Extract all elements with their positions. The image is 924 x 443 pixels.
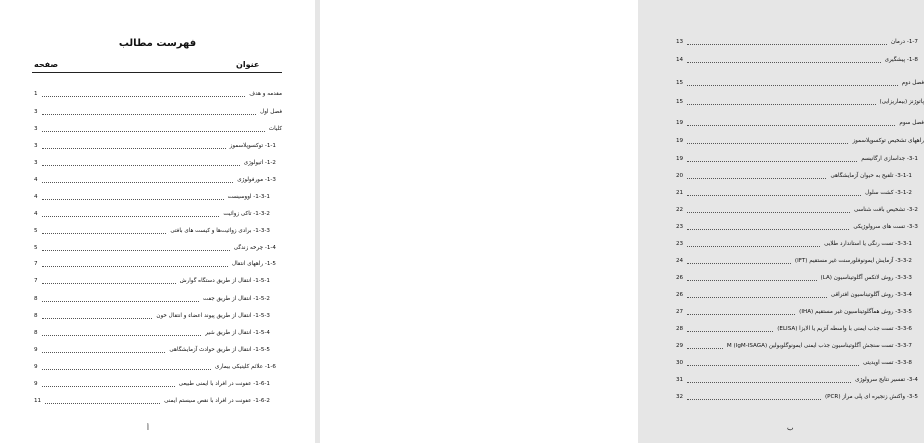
dot-leader <box>687 212 850 213</box>
toc-entry-page: 7 <box>34 261 38 267</box>
toc-entry-title: 1-3-3- برادی زوائیت‌ها و کیست های بافتی <box>170 228 270 234</box>
toc-entry-title: 3-1-1- تلقیح به حیوان آزمایشگاهی <box>830 173 912 179</box>
dot-leader <box>687 229 849 230</box>
toc-entry-title: 3-3-6- تست جذب ایمنی با واسطه آنزیم یا الایزا (ELISA) <box>777 326 912 332</box>
toc-entry <box>676 391 924 403</box>
dot-leader <box>687 178 826 179</box>
toc-entry <box>34 378 282 390</box>
toc-entry-title: 3-1- جداسازی ارگانیسم <box>861 156 918 162</box>
dot-leader <box>42 233 167 234</box>
toc-entry-title: 1-6- علائم کلینیکی بیماری <box>214 364 276 370</box>
toc-entry-title: 3-2- تشخیص بافت شناسی <box>853 207 918 213</box>
toc-entry-page: 8 <box>34 330 38 336</box>
toc-entry-page: 13 <box>676 39 684 45</box>
toc-entry-title: فصل سوم <box>899 120 924 126</box>
toc-entry-title: 1-3-2- تاکی زوائیت <box>223 211 270 217</box>
toc-page-right <box>320 0 924 443</box>
dot-leader <box>42 318 153 319</box>
toc-entry-page: 19 <box>676 156 684 162</box>
toc-entry-title: 1-2- اتیولوژی <box>243 160 276 166</box>
toc-entry <box>34 344 282 356</box>
dot-leader <box>687 399 821 400</box>
dot-leader <box>42 216 220 217</box>
toc-entry <box>34 395 282 407</box>
dot-leader <box>42 335 202 336</box>
toc-entry-page: 31 <box>676 377 684 383</box>
toc-entry-page: 3 <box>34 109 38 115</box>
toc-entry-title: 3-1-2- کشت سلول <box>865 190 912 196</box>
toc-entry-page: 3 <box>34 160 38 166</box>
toc-entry-title: کلیات <box>268 126 282 132</box>
toc-entry-page: 22 <box>676 207 684 213</box>
toc-entry-title: 1-3-1- اووسیست <box>227 194 270 200</box>
toc-entry <box>676 221 924 233</box>
toc-entry-page: 26 <box>676 275 684 281</box>
dot-leader <box>687 331 773 332</box>
dot-leader <box>687 246 820 247</box>
toc-entry-page: 9 <box>34 381 38 387</box>
toc-entry-title: راههای تشخیص توکسوپلاسموز <box>852 138 924 144</box>
toc-entry-page: 5 <box>34 245 38 251</box>
toc-entry <box>34 310 282 322</box>
toc-entry <box>676 306 924 318</box>
toc-entry <box>34 225 282 237</box>
page-number-left: أ <box>147 424 149 432</box>
toc-entry-page: 28 <box>676 326 684 332</box>
dot-leader <box>42 250 230 251</box>
toc-entry-page: 29 <box>676 343 684 349</box>
toc-entry-title: 3-3-3- روش لاتکس آگلوتیناسیون (LA) <box>820 275 912 281</box>
toc-entry <box>676 255 924 267</box>
toc-entry <box>34 275 282 287</box>
toc-entry-page: 3 <box>34 143 38 149</box>
toc-entry-page: 21 <box>676 190 684 196</box>
toc-entry-title: 1-1- توکسوپلاسموز <box>229 143 276 149</box>
dot-leader <box>687 143 848 144</box>
toc-entry-title: 1-3- مورفولوژی <box>237 177 276 183</box>
toc-entry-title: 1-6-2- عفونت در افراد با نقص سیستم ایمنی <box>164 398 270 404</box>
toc-entry-title: 3-3-1- تست رنگی یا استاندارد طلایی <box>824 241 912 247</box>
toc-entry <box>676 204 924 216</box>
toc-entry-page: 32 <box>676 394 684 400</box>
toc-entry-page: 9 <box>34 364 38 370</box>
toc-entry-title: 3-4- تفسیر نتایج سرولوژی <box>855 377 918 383</box>
toc-entry-page: 19 <box>676 138 684 144</box>
dot-leader <box>687 195 861 196</box>
toc-entry <box>676 289 924 301</box>
page-number-right: ب <box>787 424 794 432</box>
toc-entry <box>676 357 924 369</box>
toc-entry <box>676 54 924 66</box>
column-header-page: صفحه <box>34 60 59 69</box>
toc-entry <box>676 340 924 352</box>
dot-leader <box>687 44 887 45</box>
toc-entry <box>34 106 282 118</box>
toc-entry-title: 1-8- پیشگیری <box>884 57 918 63</box>
toc-entry-page: 14 <box>676 57 684 63</box>
toc-entry-title: فصل دوم <box>901 80 924 86</box>
toc-entry-page: 24 <box>676 258 684 264</box>
toc-entry <box>34 242 282 254</box>
toc-entry-title: 1-5-1- انتقال از طریق دستگاه گوارش <box>179 278 270 284</box>
toc-entry-page: 26 <box>676 292 684 298</box>
toc-entry <box>34 191 282 203</box>
toc-title: فهرست مطالب <box>118 38 197 49</box>
dot-leader <box>687 297 827 298</box>
toc-entry-title: 3-3-2- آزمایش ایمونوفلورسنت غیر مستقیم (IFT) <box>794 258 912 264</box>
toc-entry-title: 1-5-5- انتقال از طریق حوادث آزمایشگاهی <box>169 347 270 353</box>
toc-entry <box>676 117 924 129</box>
dot-leader <box>42 386 175 387</box>
dot-leader <box>687 365 859 366</box>
toc-entry-page: 23 <box>676 224 684 230</box>
dot-leader <box>687 161 857 162</box>
dot-leader <box>687 85 898 86</box>
toc-entry-page: 20 <box>676 173 684 179</box>
toc-entry-page: 3 <box>34 126 38 132</box>
toc-entry <box>676 238 924 250</box>
dot-leader <box>42 148 226 149</box>
dot-leader <box>42 352 166 353</box>
toc-entry-title: 3-3- تست های سرولوژیکی <box>853 224 918 230</box>
toc-entry-page: 1 <box>34 91 38 97</box>
toc-entry <box>676 323 924 335</box>
toc-entry-page: 15 <box>676 99 684 105</box>
toc-entry-title: 1-5-4- انتقال از طریق شیر <box>205 330 270 336</box>
toc-entry-page: 7 <box>34 278 38 284</box>
toc-entry <box>34 327 282 339</box>
toc-entry-title: 1-5-2- انتقال از طریق جفت <box>202 296 270 302</box>
toc-entry-page: 19 <box>676 120 684 126</box>
toc-entry-page: 4 <box>34 194 38 200</box>
toc-entry-page: 5 <box>34 228 38 234</box>
toc-entry-title: 1-5- راههای انتقال <box>232 261 276 267</box>
toc-page-left <box>0 0 315 443</box>
toc-entry <box>676 135 924 147</box>
dot-leader <box>687 62 880 63</box>
dot-leader <box>45 403 160 404</box>
toc-entry-page: 15 <box>676 80 684 86</box>
dot-leader <box>687 280 816 281</box>
dot-leader <box>42 114 257 115</box>
dot-leader <box>687 104 875 105</box>
toc-entry-page: 30 <box>676 360 684 366</box>
toc-entry <box>34 140 282 152</box>
toc-entry <box>676 272 924 284</box>
column-header-title: عنوان <box>236 60 260 69</box>
toc-entry-title: 1-4- چرخه زندگی <box>233 245 276 251</box>
dot-leader <box>687 314 795 315</box>
toc-entry-page: 23 <box>676 241 684 247</box>
header-divider <box>32 72 282 73</box>
toc-entry-page: 11 <box>34 398 42 404</box>
dot-leader <box>42 199 224 200</box>
toc-entry-title: 3-3-5- روش همآگلوتیناسیون غیر مستقیم (IHA) <box>799 309 912 315</box>
toc-entry-title: 3-3-7- تست سنجش آگلوتیناسیون جذب ایمنی ایمونوگلوبولین M (IgM-ISAGA) <box>726 343 912 349</box>
toc-entry <box>34 174 282 186</box>
toc-entry-title: فصل اول <box>260 109 282 115</box>
dot-leader <box>42 301 199 302</box>
dot-leader <box>42 131 265 132</box>
toc-entry <box>676 153 924 165</box>
toc-entry <box>34 293 282 305</box>
toc-entry-title: 1-5-3- انتقال از طریق پیوند اعضاء و انتقال خون <box>156 313 270 319</box>
dot-leader <box>42 266 228 267</box>
toc-entry <box>34 258 282 270</box>
toc-entry <box>676 187 924 199</box>
toc-entry <box>34 208 282 220</box>
toc-entry <box>34 123 282 135</box>
toc-entry-title: 1-7- درمان <box>891 39 918 45</box>
toc-entry <box>34 157 282 169</box>
dot-leader <box>42 165 240 166</box>
toc-entry <box>676 96 924 108</box>
toc-entry <box>676 374 924 386</box>
toc-entry-page: 4 <box>34 177 38 183</box>
toc-entry-page: 4 <box>34 211 38 217</box>
toc-entry-page: 27 <box>676 309 684 315</box>
dot-leader <box>42 369 211 370</box>
toc-entry <box>676 36 924 48</box>
toc-entry-title: 3-3-8- تست اویدیتی <box>863 360 912 366</box>
toc-entry <box>676 170 924 182</box>
dot-leader <box>687 263 791 264</box>
toc-entry-title: پاتوژنز (بیماریزایی) <box>879 99 924 105</box>
dot-leader <box>687 382 851 383</box>
toc-entry <box>34 361 282 373</box>
toc-entry <box>34 88 282 100</box>
toc-entry-page: 8 <box>34 313 38 319</box>
toc-entry-title: 3-3-4- روش آگلوتیناسیون افتراقی <box>830 292 912 298</box>
toc-entry-page: 8 <box>34 296 38 302</box>
toc-entry-page: 9 <box>34 347 38 353</box>
toc-entry-title: 1-6-1- عفونت در افراد با ایمنی طبیعی <box>178 381 270 387</box>
dot-leader <box>687 348 723 349</box>
toc-entry-title: مقدمه و هدف <box>249 91 282 97</box>
toc-entry <box>676 77 924 89</box>
dot-leader <box>687 125 895 126</box>
dot-leader <box>42 283 176 284</box>
dot-leader <box>42 182 234 183</box>
toc-entry-title: 3-5- واکنش زنجیره ای پلی مراز (PCR) <box>824 394 918 400</box>
dot-leader <box>42 96 246 97</box>
